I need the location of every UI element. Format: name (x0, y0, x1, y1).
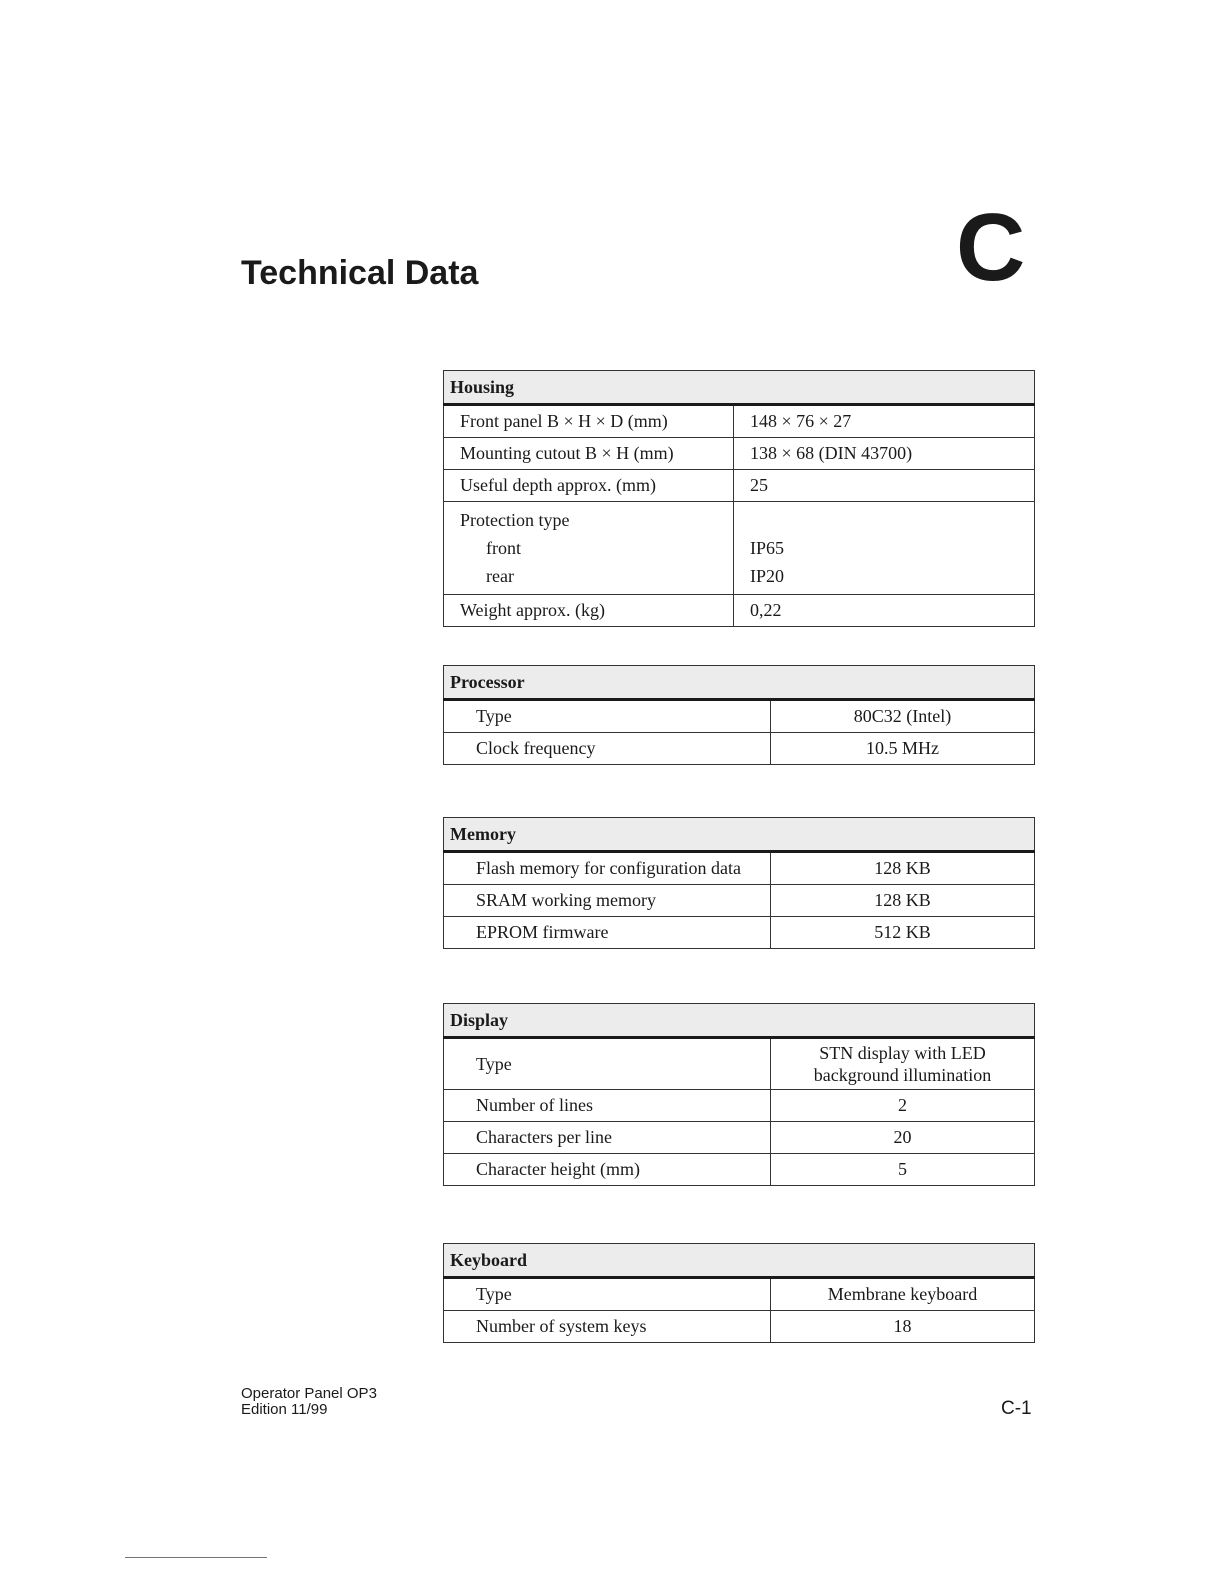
keyboard-heading: Keyboard (444, 1244, 1035, 1278)
footer-product: Operator Panel OP3 (241, 1385, 377, 1402)
row-value: 18 (771, 1311, 1035, 1343)
table-row (444, 852, 1035, 885)
page-number: C-1 (1001, 1398, 1032, 1419)
table-row (444, 595, 1035, 627)
row-label: Number of system keys (444, 1311, 771, 1343)
housing-heading: Housing (444, 371, 1035, 405)
table-row (444, 733, 1035, 765)
row-label: SRAM working memory (444, 885, 771, 917)
table-row (444, 917, 1035, 949)
row-label: Characters per line (444, 1122, 771, 1154)
row-label: Flash memory for configuration data (444, 852, 771, 885)
processor-table (443, 665, 1035, 765)
row-label: Clock frequency (444, 733, 771, 765)
table-row (444, 1122, 1035, 1154)
protection-rear-label: rear (486, 566, 514, 586)
row-label: Mounting cutout B × H (mm) (444, 438, 734, 470)
row-value: 128 KB (771, 852, 1035, 885)
keyboard-table (443, 1243, 1035, 1343)
row-label: Character height (mm) (444, 1154, 771, 1186)
row-value: 20 (771, 1122, 1035, 1154)
table-row (444, 438, 1035, 470)
protection-label: Protection type (460, 510, 570, 530)
table-row (444, 885, 1035, 917)
row-value: 0,22 (734, 595, 1035, 627)
row-label: Weight approx. (kg) (444, 595, 734, 627)
chapter-letter: C (956, 194, 1026, 301)
row-label: Type (444, 1038, 771, 1090)
link-underline[interactable] (125, 1557, 267, 1558)
row-label: Type (444, 700, 771, 733)
row-value: 2 (771, 1090, 1035, 1122)
table-row (444, 1278, 1035, 1311)
display-type-line1: STN display with LED (819, 1043, 986, 1063)
row-value: 80C32 (Intel) (771, 700, 1035, 733)
row-value: 25 (734, 470, 1035, 502)
memory-table (443, 817, 1035, 949)
table-row (444, 1038, 1035, 1090)
row-value: 148 × 76 × 27 (734, 405, 1035, 438)
row-value: 138 × 68 (DIN 43700) (734, 438, 1035, 470)
protection-row (444, 502, 1035, 595)
protection-rear-value: IP20 (750, 566, 785, 586)
table-row (444, 470, 1035, 502)
row-value: 128 KB (771, 885, 1035, 917)
row-value: 5 (771, 1154, 1035, 1186)
table-row (444, 1311, 1035, 1343)
row-label: Number of lines (444, 1090, 771, 1122)
footer-edition: Edition 11/99 (241, 1401, 328, 1418)
row-label: EPROM firmware (444, 917, 771, 949)
row-label: Type (444, 1278, 771, 1311)
table-row (444, 405, 1035, 438)
table-row (444, 1090, 1035, 1122)
processor-heading: Processor (444, 666, 1035, 700)
protection-front-label: front (486, 538, 521, 558)
display-table (443, 1003, 1035, 1186)
display-type-line2: background illumination (813, 1065, 992, 1085)
row-value: Membrane keyboard (771, 1278, 1035, 1311)
display-heading: Display (444, 1004, 1035, 1038)
protection-front-value: IP65 (750, 538, 785, 558)
row-value: 512 KB (771, 917, 1035, 949)
table-row (444, 1154, 1035, 1186)
row-label: Front panel B × H × D (mm) (444, 405, 734, 438)
row-label: Useful depth approx. (mm) (444, 470, 734, 502)
memory-heading: Memory (444, 818, 1035, 852)
housing-table (443, 370, 1035, 627)
row-value: 10.5 MHz (771, 733, 1035, 765)
table-row (444, 700, 1035, 733)
chapter-title: Technical Data (241, 254, 479, 292)
